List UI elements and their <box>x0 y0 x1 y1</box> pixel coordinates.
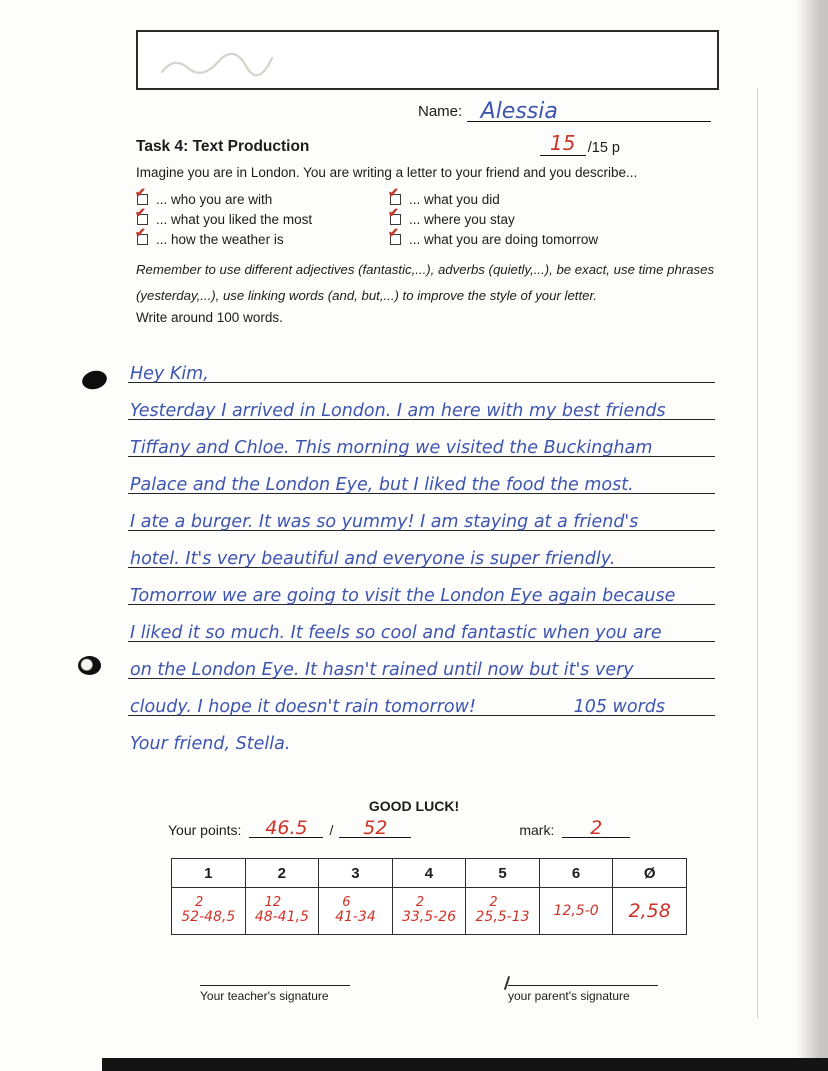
grade-header: 5 <box>466 859 540 888</box>
letter-line: Tiffany and Chloe. This morning we visited the Buckingham <box>130 438 653 458</box>
letter-area <box>128 346 715 752</box>
ruled-line <box>128 605 715 642</box>
mark-value: 2 <box>590 817 603 839</box>
checklist-item <box>135 185 390 207</box>
grade-cell-average <box>613 888 687 935</box>
ruled-line <box>128 531 715 568</box>
grade-header: 6 <box>539 859 613 888</box>
checkbox-icon <box>135 205 148 225</box>
letter-closing: Your friend, Stella. <box>130 734 291 752</box>
grade-range: 33,5-26 <box>401 909 456 925</box>
ruled-line <box>128 679 715 716</box>
letter-line: I liked it so much. It feels so cool and fantastic when you are <box>130 623 662 643</box>
grade-cell <box>392 888 466 935</box>
grade-cell <box>172 888 246 935</box>
checkmark-icon: ✔ <box>388 185 399 200</box>
grade-range: 48-41,5 <box>254 909 309 925</box>
teacher-signature-line <box>200 985 350 1003</box>
checkbox-icon <box>388 205 401 225</box>
grading-value-row <box>172 888 687 935</box>
points-total-underline <box>339 817 411 839</box>
checklist-item <box>388 185 702 207</box>
points-slash: / <box>329 822 334 838</box>
checklist-label: ... what you did <box>409 192 500 207</box>
letter-line: cloudy. I hope it doesn't rain tomorrow! <box>130 697 476 717</box>
grading-table <box>171 858 687 935</box>
letter-line: Palace and the London Eye, but I liked the food the most. <box>130 475 634 495</box>
grade-points: 2 <box>489 895 498 910</box>
grade-header: 3 <box>319 859 393 888</box>
name-underline <box>467 100 711 122</box>
hole-punch-bottom <box>78 656 101 675</box>
letter-line: Tomorrow we are going to visit the London Eye again because <box>130 586 676 606</box>
checkmark-icon: ✔ <box>135 225 146 240</box>
name-label: Name: <box>418 103 463 120</box>
grade-cell <box>539 888 613 935</box>
points-underline <box>249 817 323 839</box>
points-row <box>168 817 698 839</box>
checkbox-icon <box>388 185 401 205</box>
grade-average: 2,58 <box>628 899 671 922</box>
letter-line: I ate a burger. It was so yummy! I am staying at a friend's <box>130 512 639 532</box>
ruled-line <box>128 642 715 679</box>
closing-line <box>128 716 715 752</box>
checklist-item <box>388 205 702 227</box>
mark-underline <box>562 817 630 839</box>
checkmark-icon: ✔ <box>135 185 146 200</box>
paper-edge-line <box>757 88 758 1018</box>
letter-line: Hey Kim, <box>130 364 209 384</box>
ruled-line <box>128 420 715 457</box>
score-group <box>540 131 620 156</box>
checklist-item <box>135 225 390 247</box>
name-row <box>418 100 711 122</box>
word-count-note: 105 words <box>573 697 665 717</box>
grade-points: 12 <box>264 895 282 910</box>
checkmark-icon: ✔ <box>388 205 399 220</box>
score-suffix: /15 p <box>587 140 620 156</box>
mark-label: mark: <box>519 822 555 838</box>
checkmark-icon: ✔ <box>135 205 146 220</box>
points-total: 52 <box>363 817 388 839</box>
letter-line: Yesterday I arrived in London. I am here with my best friends <box>130 401 666 421</box>
ruled-line <box>128 568 715 605</box>
score-value: 15 <box>550 131 576 155</box>
parent-signature-label: your parent's signature <box>508 989 630 1003</box>
grade-range: 52-48,5 <box>181 909 236 925</box>
checkbox-icon <box>388 225 401 245</box>
scan-bottom-edge <box>102 1058 828 1071</box>
grade-points: 2 <box>415 895 425 910</box>
points-value: 46.5 <box>265 817 308 839</box>
grade-header: 2 <box>245 859 319 888</box>
checklist-label: ... how the weather is <box>156 232 284 247</box>
hole-punch-top <box>80 368 109 392</box>
grade-cell <box>466 888 540 935</box>
grade-header: 4 <box>392 859 466 888</box>
grade-range: 25,5-13 <box>475 909 530 925</box>
checklist-label: ... what you are doing tomorrow <box>409 232 599 247</box>
length-instruction: Write around 100 words. <box>136 310 283 325</box>
grade-points: 6 <box>342 895 351 910</box>
grade-range: 41-34 <box>335 909 376 925</box>
letter-line: on the London Eye. It hasn't rained until now but it's very <box>130 660 634 680</box>
checkbox-icon <box>135 185 148 205</box>
checklist <box>135 185 702 247</box>
checklist-label: ... where you stay <box>409 212 515 227</box>
checkmark-icon: ✔ <box>388 225 399 240</box>
checklist-label: ... who you are with <box>156 192 273 207</box>
letter-line: hotel. It's very beautiful and everyone is super friendly. <box>130 549 616 569</box>
grade-header: Ø <box>613 859 687 888</box>
ruled-line <box>128 494 715 531</box>
ruled-line <box>128 383 715 420</box>
grade-points: 2 <box>195 895 204 910</box>
good-luck-text: GOOD LUCK! <box>368 798 460 814</box>
ruled-line <box>128 457 715 494</box>
faint-scribble <box>156 42 336 86</box>
parent-signature-line <box>508 985 658 1003</box>
grade-range: 12,5-0 <box>553 902 599 919</box>
scan-edge-shadow <box>796 0 828 1071</box>
grade-header: 1 <box>172 859 246 888</box>
header-box <box>136 30 719 90</box>
score-underline <box>540 131 586 156</box>
task-instructions: Imagine you are in London. You are writing a letter to your friend and you describe... <box>136 165 638 180</box>
style-reminder: Remember to use different adjectives (fantastic,...), adverbs (quietly,...), be exact, use time phrases (yesterday,...), use linking words (and, but,...) to improve the style of your letter. <box>136 262 715 303</box>
teacher-signature-label: Your teacher's signature <box>200 989 329 1003</box>
grading-header-row <box>172 859 687 888</box>
checkbox-icon <box>135 225 148 245</box>
name-value: Alessia <box>480 99 558 124</box>
ruled-line <box>128 346 715 383</box>
checklist-label: ... what you liked the most <box>156 212 313 227</box>
task-title: Task 4: Text Production <box>136 138 310 155</box>
checklist-item <box>388 225 702 247</box>
grade-cell <box>319 888 393 935</box>
checklist-item <box>135 205 390 227</box>
grade-cell <box>245 888 319 935</box>
task-header <box>136 131 720 156</box>
points-label: Your points: <box>168 822 242 838</box>
